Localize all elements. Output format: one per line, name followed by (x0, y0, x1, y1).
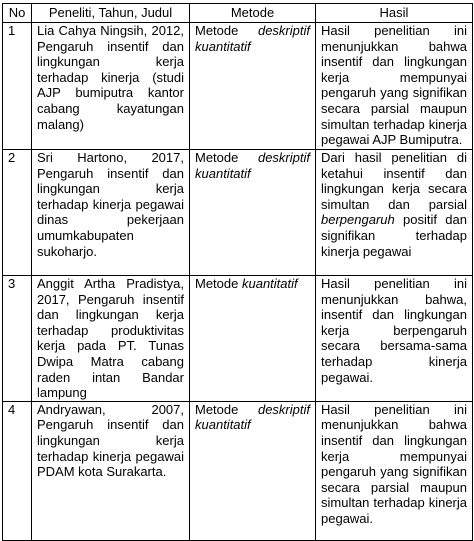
cell-metode (190, 401, 316, 540)
cell-hasil: Hasil penelitian ini menunjukkan bahwa insentif dan lingkungan kerja mempunyai pengaruh yang signifikan secara parsial maupun simultan terhadap kinerja pegawai. (316, 401, 473, 540)
cell-hasil: Hasil penelitian ini menunjukkan bahwa insentif dan lingkungan kerja mempunyai pengaruh yang signifikan secara parsial maupun simultan terhadap kinerja pegawai AJP Bumiputra. (316, 23, 473, 150)
hasil-italic: berpengaruh (321, 212, 395, 228)
table-row (3, 150, 473, 276)
cell-metode (190, 150, 316, 276)
metode-prefix: Metode (195, 276, 242, 291)
cell-no: 1 (3, 23, 32, 150)
metode-italic: kuantitatif (241, 276, 298, 291)
metode-italic: deskriptif kuantitatif (195, 23, 310, 54)
research-table-page (2, 3, 472, 525)
hasil-part1: Dari hasil penelitian di ketahui insentif dan lingkungan kerja secara simultan dan parsial (321, 150, 467, 212)
table-row (3, 23, 473, 150)
header-hasil: Hasil (316, 4, 473, 23)
metode-prefix: Metode (195, 23, 258, 38)
prior-research-table (2, 3, 473, 541)
header-metode: Metode (190, 4, 316, 23)
header-peneliti: Peneliti, Tahun, Judul (32, 4, 190, 23)
cell-peneliti: Anggit Artha Pradistya, 2017, Pengaruh insentif dan lingkungan kerja terhadap produktivitas kerja pada PT. Tunas Dwipa Matra cabang raden intan Bandar lampung (32, 276, 190, 402)
cell-no: 3 (3, 276, 32, 402)
header-row (3, 4, 473, 23)
header-no: No (3, 4, 32, 23)
cell-peneliti: Andryawan, 2007, Pengaruh insentif dan lingkungan kerja terhadap kinerja pegawai PDAM kota Surakarta. (32, 401, 190, 540)
metode-prefix: Metode (195, 401, 258, 417)
hasil-part2: positif dan signifikan terhadap kinerja pegawai (321, 212, 467, 259)
table-row (3, 401, 473, 540)
metode-italic: deskriptif kuantitatif (195, 401, 310, 433)
cell-metode (190, 276, 316, 402)
cell-peneliti: Sri Hartono, 2017, Pengaruh insentif dan lingkungan kerja terhadap kinerja pegawai dinas pekerjaan umumkabupaten sukoharjo. (32, 150, 190, 276)
cell-no: 2 (3, 150, 32, 276)
cell-peneliti: Lia Cahya Ningsih, 2012, Pengaruh insentif dan lingkungan kerja terhadap kinerja (studi AJP bumiputra kantor cabang kayatungan malang) (32, 23, 190, 150)
cell-hasil (316, 150, 473, 276)
cell-no: 4 (3, 401, 32, 540)
table-row (3, 276, 473, 402)
metode-italic: deskriptif kuantitatif (195, 150, 310, 181)
cell-metode (190, 23, 316, 150)
cell-hasil: Hasil penelitian ini menunjukkan bahwa, insentif dan lingkungan kerja berpengaruh secara bersama-sama terhadap kinerja pegawai. (316, 276, 473, 402)
metode-prefix: Metode (195, 150, 258, 165)
